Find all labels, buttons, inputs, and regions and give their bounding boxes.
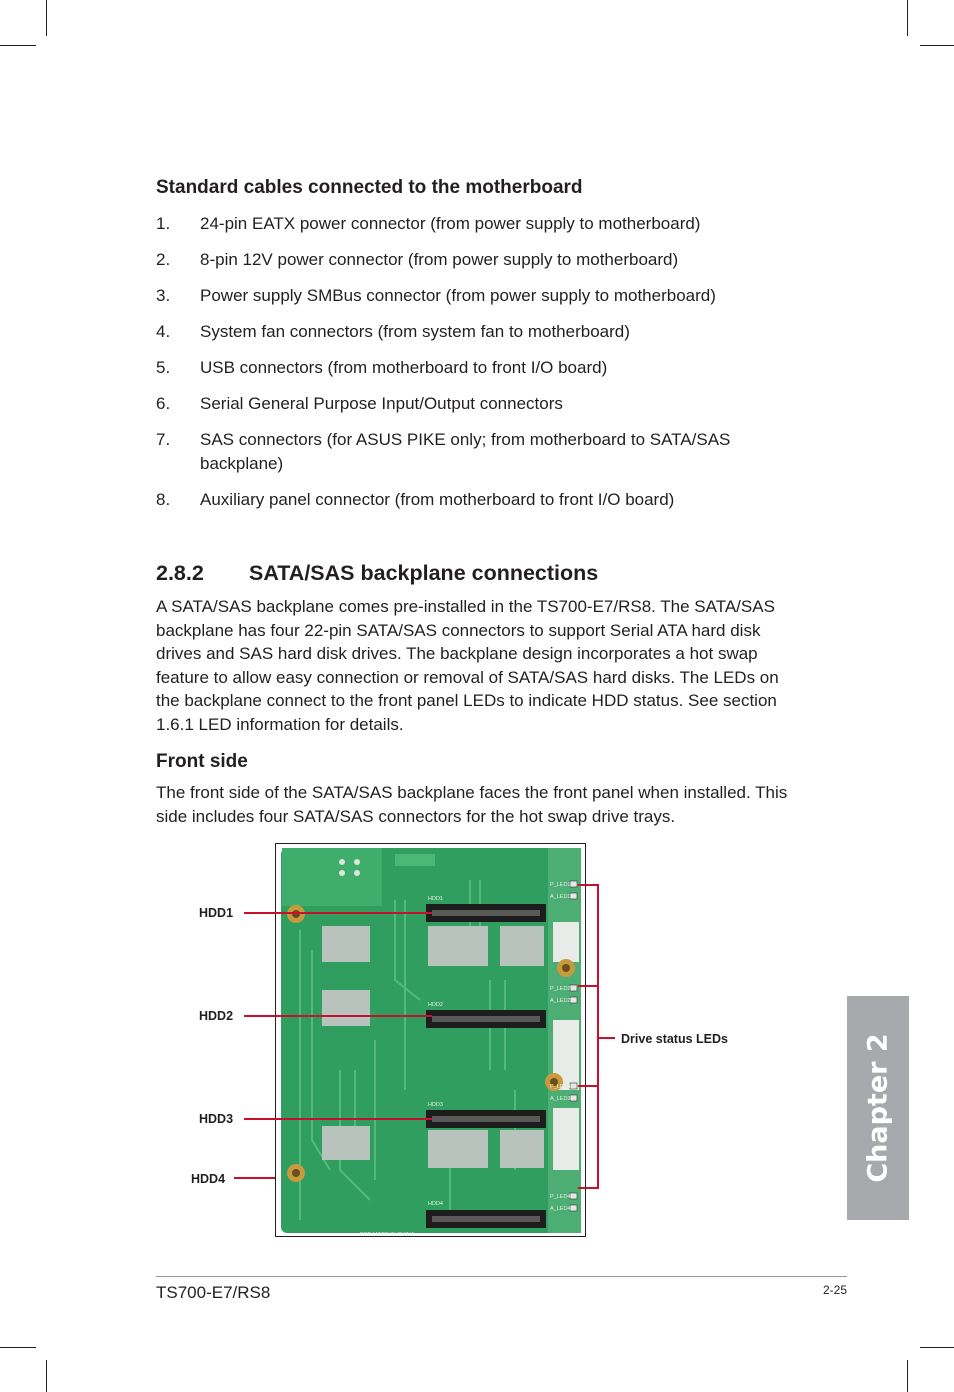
silk-led-label: A_LED4 <box>550 1206 571 1212</box>
item-text: Serial General Purpose Input/Output connectors <box>200 394 563 413</box>
front-side-paragraph: The front side of the SATA/SAS backplane faces the front panel when installed. This side includes four SATA/SAS connectors for the hot swap drive trays. <box>156 783 788 826</box>
item-number: 8. <box>156 490 171 509</box>
led-indicator <box>570 1083 577 1089</box>
sata-connector-hdd3 <box>426 1110 546 1128</box>
callout-hdd1: HDD1 <box>199 906 234 920</box>
led-indicator <box>570 1193 577 1199</box>
item-number: 7. <box>156 430 171 449</box>
pcb-pad <box>322 926 370 962</box>
silk-hdd-label: HDD3 <box>428 1102 443 1108</box>
cables-heading: Standard cables connected to the motherboard <box>156 177 583 198</box>
led-indicator <box>570 1095 577 1101</box>
callout-drive-status-leds: Drive status LEDs <box>621 1032 728 1046</box>
list-item <box>156 284 806 308</box>
item-text: 24-pin EATX power connector (from power supply to motherboard) <box>200 214 701 233</box>
item-number: 3. <box>156 286 171 305</box>
callout-hdd2: HDD2 <box>199 1009 234 1023</box>
silk-led-label: A_LED2 <box>550 998 571 1004</box>
pcb-pad <box>500 926 544 966</box>
chapter-tab <box>847 996 909 1220</box>
sata-connector-hdd2 <box>426 1010 546 1028</box>
crop-mark <box>907 0 908 36</box>
footer-model: TS700-E7/RS8 <box>156 1283 271 1302</box>
item-text: System fan connectors (from system fan to motherboard) <box>200 322 630 341</box>
list-item <box>156 356 806 380</box>
item-number: 2. <box>156 250 171 269</box>
silk-hdd-label: HDD4 <box>428 1201 443 1207</box>
cables-list <box>156 212 806 524</box>
section-number: 2.8.2 <box>156 561 204 585</box>
silk-led-label: P_LED4 <box>550 1194 571 1200</box>
led-indicator <box>570 881 577 887</box>
crop-mark <box>920 1347 954 1348</box>
item-text: USB connectors (from motherboard to front I/O board) <box>200 358 608 377</box>
callout-hdd4: HDD4 <box>191 1172 226 1186</box>
silk-led-label: P_LED3 <box>550 1084 571 1090</box>
crop-mark <box>0 45 36 46</box>
section-heading <box>156 561 598 586</box>
silk-led-label: A_LED1 <box>550 894 571 900</box>
pcb-pad <box>428 1130 488 1168</box>
item-text: SAS connectors (for ASUS PIKE only; from motherboard to SATA/SAS backplane) <box>200 430 731 473</box>
crop-mark <box>46 1360 47 1392</box>
chapter-tab-label: Chapter 2 <box>862 1033 894 1183</box>
item-number: 5. <box>156 358 171 377</box>
item-number: 1. <box>156 214 171 233</box>
pcb-pad <box>428 926 488 966</box>
front-side-heading: Front side <box>156 751 248 772</box>
list-item <box>156 248 806 272</box>
led-indicator <box>570 997 577 1003</box>
list-item <box>156 212 806 236</box>
item-number: 6. <box>156 394 171 413</box>
callout-hdd3: HDD3 <box>199 1112 234 1126</box>
footer-page-number: 2-25 <box>822 1283 847 1297</box>
pcb-pad <box>500 1130 544 1168</box>
silk-led-label: P_LED2 <box>550 986 571 992</box>
footer-rule <box>156 1276 847 1277</box>
silk-made-in: PCB MADE IN CHINA <box>360 1232 415 1238</box>
sata-connector-hdd4 <box>426 1210 546 1228</box>
crop-mark <box>920 45 954 46</box>
silk-hdd-label: HDD1 <box>428 896 443 902</box>
item-text: Power supply SMBus connector (from power supply to motherboard) <box>200 286 716 305</box>
section-title: SATA/SAS backplane connections <box>249 561 599 585</box>
crop-mark <box>46 0 47 36</box>
crop-mark <box>907 1360 908 1392</box>
backplane-figure <box>0 840 954 1240</box>
list-item <box>156 488 806 512</box>
list-item <box>156 428 806 476</box>
silk-hdd-label: HDD2 <box>428 1002 443 1008</box>
item-number: 4. <box>156 322 171 341</box>
led-indicator <box>570 985 577 991</box>
sata-connector-hdd1 <box>426 904 546 922</box>
backplane-paragraph: A SATA/SAS backplane comes pre-installed in the TS700-E7/RS8. The SATA/SAS backplane has four 22-pin SATA/SAS connectors to support Serial ATA hard disk drives and SAS hard disk drives. The backplane design incorporates a hot swap feature to allow easy connection or removal of SATA/SAS hard disks. The LEDs on the backplane connect to the front panel LEDs to indicate HDD status. See section 1.6.1 LED information for details. <box>156 597 779 734</box>
item-text: 8-pin 12V power connector (from power supply to motherboard) <box>200 250 679 269</box>
list-item <box>156 320 806 344</box>
led-indicator <box>570 1205 577 1211</box>
silk-led-label: A_LED3 <box>550 1096 571 1102</box>
led-indicator <box>570 893 577 899</box>
item-text: Auxiliary panel connector (from motherboard to front I/O board) <box>200 490 675 509</box>
crop-mark <box>0 1347 36 1348</box>
silk-led-label: P_LED1 <box>550 882 571 888</box>
list-item <box>156 392 806 416</box>
pcb-pad <box>322 1126 370 1160</box>
pcb-pad <box>322 990 370 1026</box>
